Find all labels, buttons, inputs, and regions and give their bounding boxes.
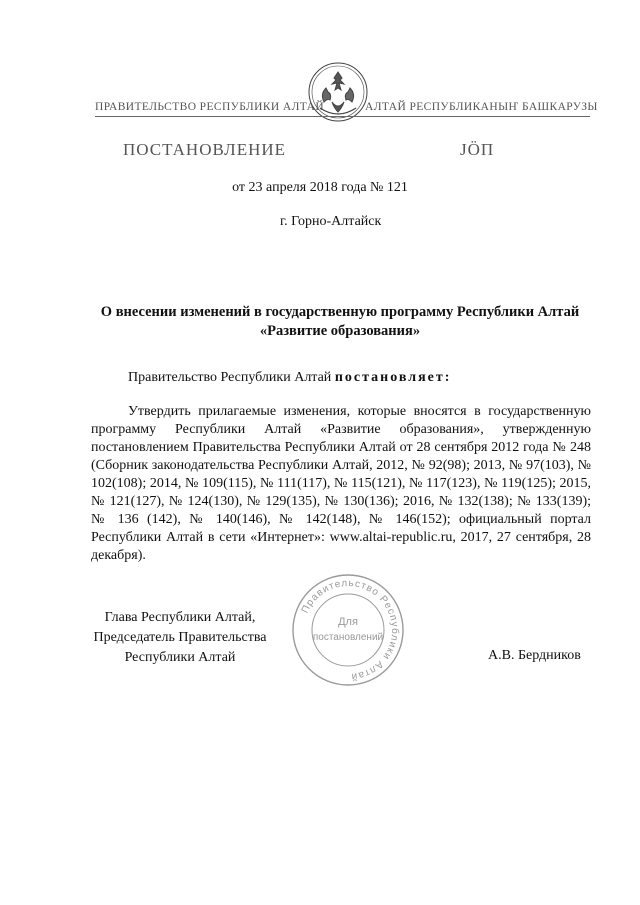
signatory-position-line-3: Республики Алтай: [124, 650, 236, 665]
official-stamp: [288, 570, 408, 690]
signatory-position-line-1: Глава Республики Алтай,: [104, 610, 256, 625]
header-divider: [95, 116, 590, 117]
body-paragraph: Утвердить прилагаемые изменения, которые вносятся в государственную программу Республики Алтай «Развитие образования», утвержденную постановлением Правительства Республики Алтай от 28 сентября 2012 года № 248 (Сборник законодательства Республики Алтай, 2012, № 92(98); 2013, № 97(103), № 102(108); 2014, № 109(115), № 111(117), № 115(121), № 117(123), № 119(125); 2015, № 121(127), № 124(130), № 129(135), № 130(136); 2016, № 132(138); № 133(139); № 136 (142), № 140(146), № 142(148), № 146(152); официальный портал Республики Алтай в сети «Интернет»: www.altai-republic.ru, 2017, 27 сентября, 28 декабря).: [91, 404, 591, 563]
document-city: г. Горно-Алтайск: [280, 214, 382, 229]
document-title-line-1: О внесении изменений в государственную программу Республики Алтай: [100, 304, 580, 320]
stamp-center-line-2: постановлений: [312, 632, 384, 643]
document-type-russian: ПОСТАНОВЛЕНИЕ: [123, 140, 287, 159]
stamp-ring-text: Правительство Республики Алтай: [299, 577, 401, 682]
document-type-altai: JÖП: [460, 140, 495, 159]
document-title: [90, 303, 590, 341]
preamble-verb: постановляет:: [334, 370, 452, 385]
stamp-center-line-1: Для: [338, 616, 358, 628]
document-title-line-2: «Развитие образования»: [259, 323, 421, 339]
document-date-number: от 23 апреля 2018 года № 121: [232, 180, 408, 195]
government-name-russian: ПРАВИТЕЛЬСТВО РЕСПУБЛИКИ АЛТАЙ: [95, 101, 325, 113]
preamble: [128, 370, 451, 386]
government-name-altai: АЛТАЙ РЕСПУБЛИКАНЫҤ БАШКАРУЗЫ: [365, 101, 598, 113]
signatory-position-line-2: Председатель Правительства: [93, 630, 267, 645]
signatory-name: А.В. Бердников: [488, 648, 581, 663]
signatory-position: [80, 608, 280, 668]
preamble-lead: Правительство Республики Алтай: [128, 370, 335, 385]
